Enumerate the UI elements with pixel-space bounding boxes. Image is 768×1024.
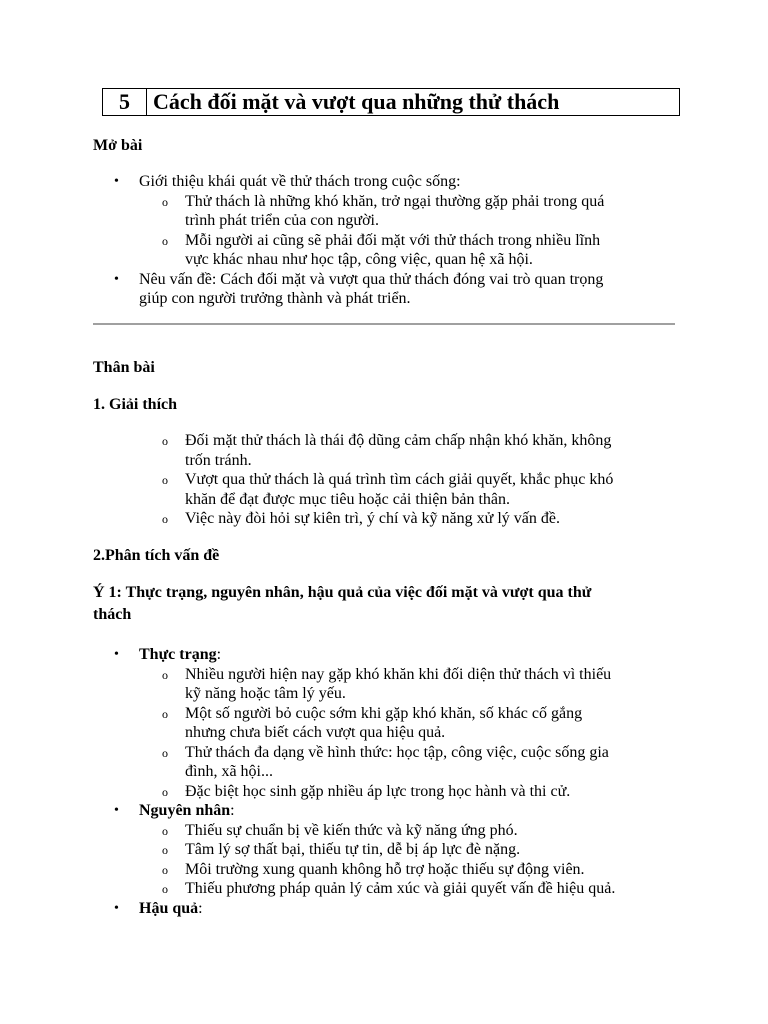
label-nguyen-nhan: Nguyên nhân [139, 802, 231, 819]
bullet-icon: • [114, 900, 119, 916]
heading-y1-line: thách [93, 606, 132, 623]
sub-list-item [162, 704, 719, 743]
sub-list-item-text: Đối mặt thử thách là thái độ dũng cảm chấp nhận khó khăn, không [185, 432, 612, 449]
sub-list-item [162, 879, 719, 899]
sub-list-item [162, 470, 699, 509]
label-thuc-trang: Thực trạng [139, 646, 217, 663]
sub-bullet-icon: o [162, 233, 168, 248]
list-item-text: Nêu vấn đề: Cách đối mặt và vượt qua thử thách đóng vai trò quan trọng [139, 270, 604, 288]
sub-list-item-text: trình phát triển của con người. [185, 212, 379, 229]
sub-list-item [162, 231, 699, 270]
sub-list-item-text: Thiếu sự chuẩn bị về kiến thức và kỹ năng ứng phó. [185, 821, 518, 839]
sub-list-item [162, 665, 719, 704]
sub-list-item [162, 860, 719, 880]
sub-list-item-text: Thiếu phương pháp quản lý cảm xúc và giải quyết vấn đề hiệu quả. [185, 880, 616, 897]
bullet-icon: • [114, 174, 119, 189]
sub-bullet-icon: o [162, 194, 168, 209]
sub-list-item [162, 192, 699, 231]
list-item-thuc-trang [114, 645, 719, 801]
sub-list-item-text: Mỗi người ai cũng sẽ phải đối mặt với thử thách trong nhiều lĩnh [185, 231, 601, 249]
sub-bullet-icon: o [162, 667, 168, 682]
heading-giai-thich: 1. Giải thích [93, 396, 178, 413]
sub-list-item-text: Thử thách là những khó khăn, trở ngại thường gặp phải trong quá [185, 192, 605, 210]
heading-phan-tich: 2.Phân tích vấn đề [93, 547, 220, 564]
heading-y1-line: Ý 1: Thực trạng, nguyên nhân, hậu quả của việc đối mặt và vượt qua thử [93, 584, 592, 601]
sub-list-item-text: khăn để đạt được mục tiêu hoặc cải thiện bản thân. [185, 490, 511, 508]
sub-list-item-text: Thử thách đa dạng về hình thức: học tập, công việc, cuộc sống gia [185, 743, 609, 761]
sub-list-item-text: kỹ năng hoặc tâm lý yếu. [185, 685, 346, 702]
sub-bullet-icon: o [162, 823, 168, 838]
heading-than-bai: Thân bài [93, 359, 155, 376]
label-hau-qua: Hậu quả [139, 899, 199, 917]
sub-list-item-text: Nhiều người hiện nay gặp khó khăn khi đối diện thử thách vì thiếu [185, 665, 612, 683]
bullet-icon: • [114, 271, 119, 287]
list-item [114, 172, 699, 270]
sub-list-item [162, 840, 719, 860]
title-box [102, 88, 680, 116]
sub-list-item-text: Vượt qua thử thách là quá trình tìm cách giải quyết, khắc phục khó [185, 471, 614, 488]
sub-list-item [162, 431, 699, 470]
sub-list-item [162, 743, 719, 782]
sub-list-item-text: Đặc biệt học sinh gặp nhiều áp lực trong học hành và thi cử. [185, 782, 571, 800]
sub-list-item [162, 821, 719, 841]
phan-tich-list [114, 645, 719, 918]
sub-bullet-icon: o [162, 882, 168, 896]
sub-list-item-text: Việc này đòi hỏi sự kiên trì, ý chí và kỹ năng xử lý vấn đề. [185, 510, 560, 527]
label-colon: : [198, 899, 203, 917]
bullet-icon: • [114, 647, 119, 662]
sub-list-item-text: vực khác nhau như học tập, công việc, quan hệ xã hội. [185, 251, 533, 268]
list-item-text: Giới thiệu khái quát về thử thách trong cuộc sống: [139, 173, 461, 190]
sub-list-item [162, 782, 719, 802]
mo-bai-list [114, 172, 699, 309]
sub-list-item [162, 509, 699, 529]
label-colon: : [216, 646, 222, 663]
sub-bullet-icon: o [162, 434, 168, 448]
section-divider [93, 323, 675, 325]
sub-list-item-text: Một số người bỏ cuộc sớm khi gặp khó khăn, số khác cố gắng [185, 704, 583, 722]
sub-bullet-icon: o [162, 745, 168, 760]
sub-bullet-icon: o [162, 706, 168, 721]
sub-list-item-text: đình, xã hội... [185, 763, 273, 780]
page-title: Cách đối mặt và vượt qua những thử thách [153, 89, 560, 115]
list-item [114, 270, 699, 309]
sub-bullet-icon: o [162, 784, 168, 799]
sub-bullet-icon: o [162, 512, 168, 526]
sub-bullet-icon: o [162, 473, 168, 487]
heading-mo-bai: Mở bài [93, 137, 143, 154]
sub-list-item-text: Môi trường xung quanh không hỗ trợ hoặc thiếu sự động viên. [185, 860, 585, 878]
list-item-text: giúp con người trưởng thành và phát triển. [139, 290, 411, 307]
bullet-icon: • [114, 803, 119, 818]
sub-bullet-icon: o [162, 862, 168, 877]
sub-list-item-text: trốn tránh. [185, 451, 252, 469]
heading-y1 [93, 582, 693, 626]
title-number: 5 [103, 89, 147, 115]
list-item-nguyen-nhan [114, 801, 719, 899]
sub-list-item-text: Tâm lý sợ thất bại, thiếu tự tin, dễ bị áp lực đè nặng. [185, 841, 521, 858]
label-colon: : [230, 802, 235, 819]
list-item-hau-qua [114, 899, 719, 919]
sub-bullet-icon: o [162, 843, 168, 857]
sub-list-item-text: nhưng chưa biết cách vượt qua hiệu quả. [185, 724, 446, 741]
giai-thich-list [139, 431, 699, 529]
